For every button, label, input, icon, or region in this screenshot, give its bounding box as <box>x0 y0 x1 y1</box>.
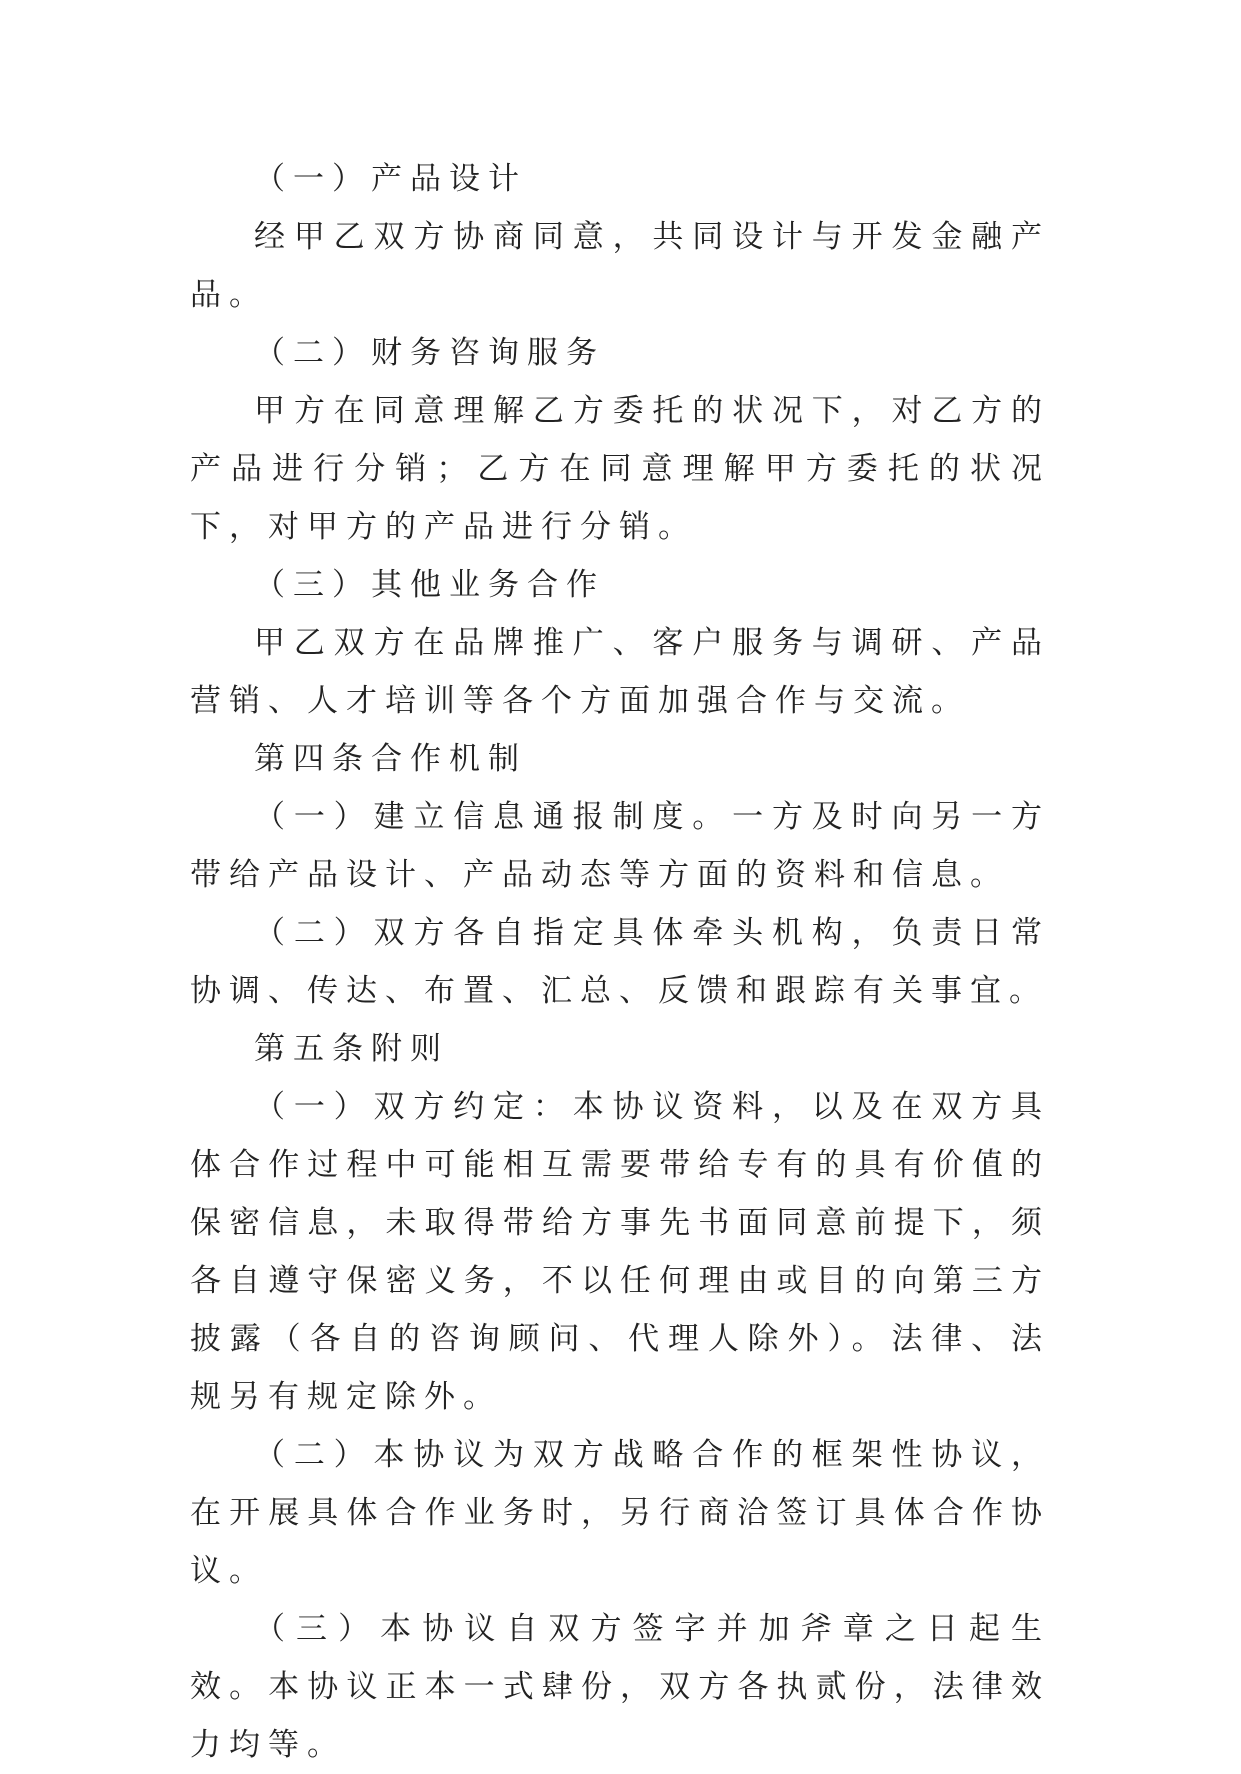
paragraph-other-cooperation: 甲乙双方在品牌推广、客户服务与调研、产品营销、人才培训等各个方面加强合作与交流。 <box>190 625 1050 719</box>
section-heading-financial-consulting: （二）财务咨询服务 <box>254 335 605 371</box>
paragraph-product-design: 经甲乙双方协商同意，共同设计与开发金融产品。 <box>190 219 1050 313</box>
paragraph-lead-agencies: （二）双方各自指定具体牵头机构，负责日常协调、传达、布置、汇总、反馈和跟踪有关事宜。 <box>190 915 1050 1009</box>
section-heading-other-cooperation: （三）其他业务合作 <box>254 567 605 603</box>
article-heading-cooperation-mechanism: 第四条合作机制 <box>254 741 527 777</box>
section-heading-product-design: （一）产品设计 <box>254 161 527 197</box>
paragraph-effectiveness: （三）本协议自双方签字并加斧章之日起生效。本协议正本一式肆份，双方各执贰份，法律效力均等。 <box>190 1611 1050 1763</box>
document-body <box>190 150 1050 1774</box>
paragraph-financial-consulting: 甲方在同意理解乙方委托的状况下，对乙方的产品进行分销；乙方在同意理解甲方委托的状况下，对甲方的产品进行分销。 <box>190 393 1050 545</box>
paragraph-framework-agreement: （二）本协议为双方战略合作的框架性协议，在开展具体合作业务时，另行商洽签订具体合作协议。 <box>190 1437 1050 1589</box>
paragraph-confidentiality: （一）双方约定：本协议资料，以及在双方具体合作过程中可能相互需要带给专有的具有价值的保密信息，未取得带给方事先书面同意前提下，须各自遵守保密义务，不以任何理由或目的向第三方披露（各自的咨询顾问、代理人除外）。法律、法规另有规定除外。 <box>190 1089 1050 1415</box>
article-heading-supplementary: 第五条附则 <box>254 1031 449 1067</box>
paragraph-info-reporting: （一）建立信息通报制度。一方及时向另一方带给产品设计、产品动态等方面的资料和信息。 <box>190 799 1050 893</box>
